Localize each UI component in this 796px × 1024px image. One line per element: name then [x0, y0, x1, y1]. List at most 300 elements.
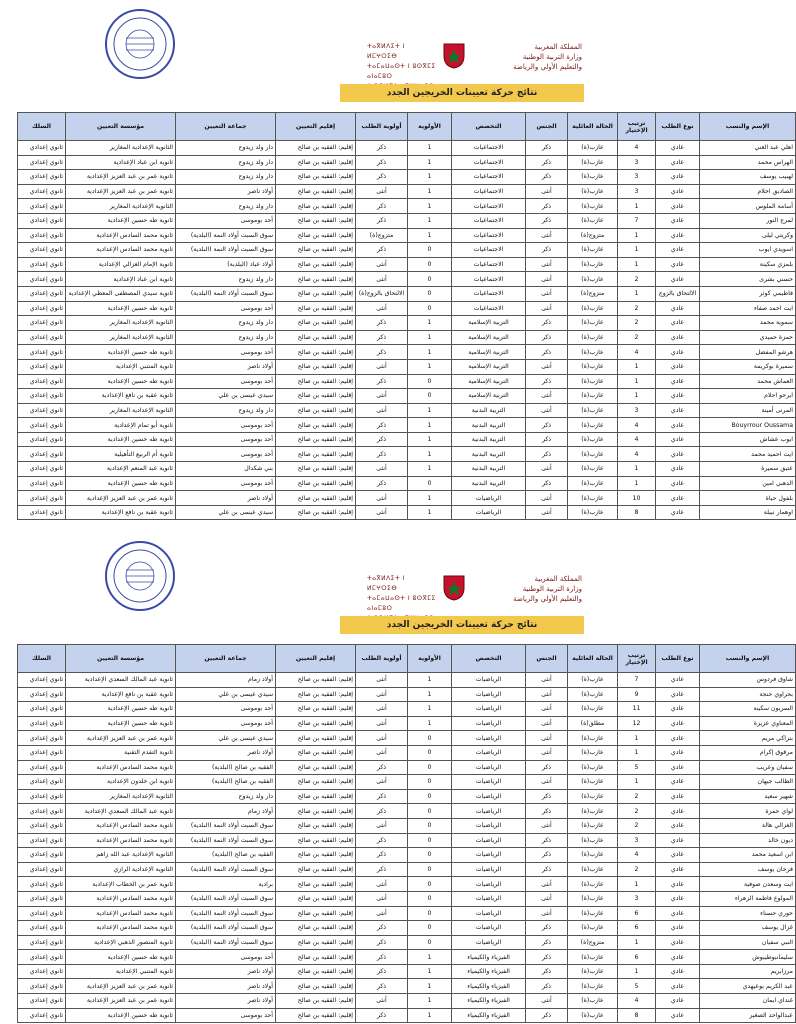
table-cell: شهير سعيد	[700, 789, 796, 804]
table-cell: ثانوية محمد السادس الإعدادية	[66, 921, 176, 936]
table-row	[18, 862, 796, 877]
table-cell: ذكر	[356, 848, 408, 863]
table-cell: أنثى	[356, 891, 408, 906]
table-cell: ثانوي إعدادي	[18, 1008, 66, 1023]
table-cell: 1	[618, 877, 656, 892]
column-header: التخصص	[452, 113, 526, 141]
table-cell: الاجتماعيات	[452, 301, 526, 316]
table-row	[18, 213, 796, 228]
table-cell: بنزاكي مريم	[700, 731, 796, 746]
table-cell: عازب(ة)	[568, 775, 618, 790]
table-cell: 4	[618, 994, 656, 1009]
table-cell: ثانوية التقدم التقنية	[66, 745, 176, 760]
table-cell: إقليم: الفقيه بن صالح	[276, 848, 356, 863]
table-cell: عازب(ة)	[568, 994, 618, 1009]
table-cell: الرياضيات	[452, 702, 526, 717]
table-cell: ذكر	[356, 789, 408, 804]
table-cell: سيدي عيسى بن علي	[176, 731, 276, 746]
table-row	[18, 184, 796, 199]
table-row	[18, 476, 796, 491]
table-cell: ثانوية عبد المالك السعدي الإعدادية	[66, 673, 176, 688]
table-cell: سوق السبت أولاد النمة (البلدية)	[176, 935, 276, 950]
table-cell: الرياضيات	[452, 760, 526, 775]
table-cell: 2	[618, 272, 656, 287]
table-cell: عازب(ة)	[568, 745, 618, 760]
table-cell: إقليم: الفقيه بن صالح	[276, 964, 356, 979]
table-cell: عتيق سميرة	[700, 462, 796, 477]
table-cell: ذكر	[356, 476, 408, 491]
table-cell: 1	[408, 950, 452, 965]
column-header: التخصص	[452, 645, 526, 673]
table-cell: ذكر	[526, 316, 568, 331]
table-cell: أحد بوموسى	[176, 345, 276, 360]
table-cell: عادي	[656, 170, 700, 185]
table-cell: 8	[618, 1008, 656, 1023]
table-cell: الاجتماعيات	[452, 257, 526, 272]
table-cell: عازب(ة)	[568, 330, 618, 345]
table-cell: 1	[408, 184, 452, 199]
table-cell: ثانوية طه حسين الإعدادية	[66, 374, 176, 389]
tifinagh-ministry-name: ⵜⴰⴳⵍⴷⵉⵜ ⵏ ⵍⵎⵖⵔⵉⴱ ⵜⴰⵎⴰⵡⴰⵙⵜ ⵏ ⵓⵙⴳⵎⵉ ⴰⵏⴰⵎⵓⵔ	[367, 43, 436, 80]
table-header-row	[18, 645, 796, 673]
table-cell: ثانوي إعدادي	[18, 374, 66, 389]
table-cell: التربية البدنية	[452, 418, 526, 433]
table-cell: ثانوي إعدادي	[18, 228, 66, 243]
table-cell: ذكر	[526, 213, 568, 228]
table-cell: 8	[618, 505, 656, 520]
table-cell: 1	[618, 257, 656, 272]
table-cell: 1	[408, 994, 452, 1009]
table-cell: إقليم: الفقيه بن صالح	[276, 716, 356, 731]
column-header: ترتيب الإختيار	[618, 645, 656, 673]
table-cell: عبد الكريم بوعيهدي	[700, 979, 796, 994]
table-cell: عادي	[656, 994, 700, 1009]
table-cell: عادي	[656, 432, 700, 447]
table-cell: إقليم: الفقيه بن صالح	[276, 687, 356, 702]
table-cell: ذكر	[526, 476, 568, 491]
table-cell: الرياضيات	[452, 804, 526, 819]
table-cell: التربية الإسلامية	[452, 374, 526, 389]
table-cell: عازب(ة)	[568, 950, 618, 965]
table-cell: الفيزياء والكيمياء	[452, 950, 526, 965]
table-cell: عادي	[656, 804, 700, 819]
table-cell: 0	[408, 301, 452, 316]
table-cell: ثانوي إعدادي	[18, 199, 66, 214]
table-cell: ثانوية المنصور الذهبي الإعدادية	[66, 935, 176, 950]
table-cell: الثانوية الإعدادية المغارير	[66, 403, 176, 418]
table-cell: الاجتماعيات	[452, 228, 526, 243]
table-cell: أنثى	[526, 891, 568, 906]
table-cell: سيدي عيسى بن علي	[176, 389, 276, 404]
table-cell: التربية البدنية	[452, 432, 526, 447]
table-cell: ثانوية محمد السادس الإعدادية	[66, 243, 176, 258]
ministry-name: المملكة المغربية وزارة التربية الوطنية والتعليم الأولي والرياضة	[513, 43, 582, 71]
table-cell: عازب(ة)	[568, 374, 618, 389]
table-cell: سوق السبت أولاد النمة (البلدية)	[176, 833, 276, 848]
table-cell: أسامة الملوس	[700, 199, 796, 214]
table-cell: لواي حمزة	[700, 804, 796, 819]
table-cell: إقليم: الفقيه بن صالح	[276, 432, 356, 447]
table-cell: عادي	[656, 877, 700, 892]
table-cell: أحد بوموسى	[176, 301, 276, 316]
table-row	[18, 345, 796, 360]
table-cell: الاجتماعيات	[452, 199, 526, 214]
results-table	[17, 112, 796, 520]
table-cell: 1	[618, 228, 656, 243]
table-cell: الطالب جيهان	[700, 775, 796, 790]
table-cell: عازب(ة)	[568, 199, 618, 214]
table-cell: التربية البدنية	[452, 462, 526, 477]
table-cell: ثانوي إعدادي	[18, 155, 66, 170]
table-cell: عادي	[656, 330, 700, 345]
table-cell: 3	[618, 891, 656, 906]
table-cell: المولوع فاطمة الزهراء	[700, 891, 796, 906]
table-cell: 0	[408, 833, 452, 848]
table-cell: مطلق(ة)	[568, 716, 618, 731]
table-cell: ذكر	[526, 243, 568, 258]
table-cell: إقليم: الفقيه بن صالح	[276, 272, 356, 287]
table-cell: عادي	[656, 716, 700, 731]
table-cell: عادي	[656, 833, 700, 848]
table-cell: 0	[408, 731, 452, 746]
table-row	[18, 673, 796, 688]
table-cell: عادي	[656, 979, 700, 994]
table-row	[18, 170, 796, 185]
table-cell: حمزة حميدي	[700, 330, 796, 345]
table-cell: شاوق فردوس	[700, 673, 796, 688]
table-cell: الرياضيات	[452, 491, 526, 506]
table-cell: أولاد ناصر	[176, 745, 276, 760]
ministry-name: المملكة المغربية وزارة التربية الوطنية والتعليم الأولي والرياضة	[513, 575, 582, 603]
table-cell: سوق السبت أولاد النمة (البلدية)	[176, 921, 276, 936]
column-header: الجنس	[526, 113, 568, 141]
table-cell: عازب(ة)	[568, 921, 618, 936]
table-cell: متزوج(ة)	[568, 935, 618, 950]
table-cell: إقليم: الفقيه بن صالح	[276, 418, 356, 433]
table-row	[18, 330, 796, 345]
table-cell: ثانوي إعدادي	[18, 921, 66, 936]
table-cell: إقليم: الفقيه بن صالح	[276, 213, 356, 228]
table-cell: لمرج النور	[700, 213, 796, 228]
table-cell: الهراس محمد	[700, 155, 796, 170]
table-row	[18, 228, 796, 243]
table-cell: ابن اسعيد محمد	[700, 848, 796, 863]
table-cell: غزال يوسف	[700, 921, 796, 936]
table-cell: أنثى	[356, 994, 408, 1009]
table-cell: ثانوية طه حسين الإعدادية	[66, 1008, 176, 1023]
table-row	[18, 359, 796, 374]
table-cell: سفيان وعريب	[700, 760, 796, 775]
table-cell: عادي	[656, 935, 700, 950]
table-cell: الرياضيات	[452, 505, 526, 520]
table-cell: إقليم: الفقيه بن صالح	[276, 359, 356, 374]
table-cell: ثانوي إعدادي	[18, 935, 66, 950]
table-cell: 1	[618, 359, 656, 374]
table-cell: ثانوية الإمام الغزالي الإعدادية	[66, 257, 176, 272]
table-cell: ذكر	[356, 964, 408, 979]
table-cell: عادي	[656, 141, 700, 156]
table-cell: الرياضيات	[452, 848, 526, 863]
table-cell: إقليم: الفقيه بن صالح	[276, 789, 356, 804]
table-cell: 0	[408, 921, 452, 936]
table-cell: إقليم: الفقيه بن صالح	[276, 330, 356, 345]
table-cell: ثانوي إعدادي	[18, 745, 66, 760]
table-cell: ذكر	[526, 1008, 568, 1023]
table-cell: ثانوي إعدادي	[18, 432, 66, 447]
table-cell: عازب(ة)	[568, 141, 618, 156]
column-header: السلك	[18, 645, 66, 673]
table-cell: عادي	[656, 389, 700, 404]
column-header: إقليم التعيين	[276, 113, 356, 141]
table-cell: ثانوي إعدادي	[18, 877, 66, 892]
table-cell: عادي	[656, 213, 700, 228]
table-cell: الرياضيات	[452, 935, 526, 950]
table-cell: ذكر	[526, 950, 568, 965]
table-cell: أنثى	[356, 491, 408, 506]
table-cell: 4	[618, 345, 656, 360]
table-row	[18, 760, 796, 775]
table-cell: 0	[408, 818, 452, 833]
table-cell: الثانوية الإعدادية المغارير	[66, 141, 176, 156]
column-header: جماعة التعيين	[176, 113, 276, 141]
table-cell: ثانوي إعدادي	[18, 775, 66, 790]
table-cell: حوري حسناء	[700, 906, 796, 921]
table-cell: سوق السبت أولاد النمة (البلدية)	[176, 818, 276, 833]
table-cell: سيدي عيسى بن علي	[176, 687, 276, 702]
column-header: نوع الطلب	[656, 645, 700, 673]
table-cell: الاجتماعيات	[452, 170, 526, 185]
table-cell: 1	[408, 199, 452, 214]
table-cell: ثانوي إعدادي	[18, 257, 66, 272]
table-cell: ثانوي إعدادي	[18, 906, 66, 921]
table-cell: إقليم: الفقيه بن صالح	[276, 979, 356, 994]
table-cell: الرياضيات	[452, 745, 526, 760]
table-cell: عازب(ة)	[568, 316, 618, 331]
table-row	[18, 964, 796, 979]
table-cell: عازب(ة)	[568, 432, 618, 447]
table-cell: دار ولد زيدوح	[176, 155, 276, 170]
table-cell: ذكر	[356, 950, 408, 965]
table-row	[18, 979, 796, 994]
table-cell: ذكر	[356, 170, 408, 185]
table-cell: أنثى	[356, 257, 408, 272]
table-cell: ذكر	[356, 213, 408, 228]
table-cell: سميرة بوكريمة	[700, 359, 796, 374]
table-cell: عازب(ة)	[568, 789, 618, 804]
table-cell: ثانوية سيدي المصطفى المعطي الإعدادية	[66, 286, 176, 301]
table-cell: أنثى	[526, 687, 568, 702]
table-cell: 0	[408, 935, 452, 950]
table-cell: ثانوي إعدادي	[18, 418, 66, 433]
table-cell: عازب(ة)	[568, 418, 618, 433]
coat-of-arms-icon	[438, 572, 470, 602]
table-cell: 10	[618, 491, 656, 506]
table-cell: أنثى	[356, 505, 408, 520]
table-cell: الرياضيات	[452, 673, 526, 688]
table-cell: ذكر	[526, 374, 568, 389]
table-cell: ذكر	[356, 979, 408, 994]
table-cell: الرياضيات	[452, 921, 526, 936]
table-cell: ذكر	[356, 760, 408, 775]
table-cell: أنثى	[526, 731, 568, 746]
table-cell: دار ولد زيدوح	[176, 272, 276, 287]
table-cell: ذكر	[526, 199, 568, 214]
table-cell: المعناوي عزيزة	[700, 716, 796, 731]
table-cell: إقليم: الفقيه بن صالح	[276, 462, 356, 477]
table-cell: 11	[618, 702, 656, 717]
table-cell: عازب(ة)	[568, 257, 618, 272]
table-cell: ثانوية عمر بن عبد العزيز الإعدادية	[66, 184, 176, 199]
table-cell: ثانوي إعدادي	[18, 702, 66, 717]
table-cell: 2	[618, 301, 656, 316]
table-cell: ذكر	[526, 935, 568, 950]
table-cell: ثانوية محمد السادس الإعدادية	[66, 891, 176, 906]
table-cell: 0	[408, 745, 452, 760]
table-cell: أحد بوموسى	[176, 950, 276, 965]
table-cell: أنثى	[526, 257, 568, 272]
table-cell: 4	[618, 141, 656, 156]
table-cell: إقليم: الفقيه بن صالح	[276, 389, 356, 404]
table-cell: ثانوي إعدادي	[18, 286, 66, 301]
table-cell: ذكر	[526, 447, 568, 462]
table-cell: ايوب عشاش	[700, 432, 796, 447]
table-cell: اوهمار نبيلة	[700, 505, 796, 520]
table-cell: عازب(ة)	[568, 833, 618, 848]
table-cell: التربية البدنية	[452, 447, 526, 462]
tifinagh-ministry-name: ⵜⴰⴳⵍⴷⵉⵜ ⵏ ⵍⵎⵖⵔⵉⴱ ⵜⴰⵎⴰⵡⴰⵙⵜ ⵏ ⵓⵙⴳⵎⵉ ⴰⵏⴰⵎⵓⵔ	[367, 575, 436, 612]
table-row	[18, 257, 796, 272]
table-cell: ثانوي إعدادي	[18, 141, 66, 156]
table-cell: عازب(ة)	[568, 862, 618, 877]
page-title: نتائج حركة تعيينات الخريجين الجدد	[340, 616, 584, 634]
table-cell: ثانوية عقبة بن نافع الإعدادية	[66, 505, 176, 520]
table-cell: عادي	[656, 316, 700, 331]
table-cell: أنثى	[356, 702, 408, 717]
table-cell: غنداي ايمان	[700, 994, 796, 1009]
table-cell: أنثى	[526, 906, 568, 921]
table-cell: الاجتماعيات	[452, 184, 526, 199]
table-cell: أحد بوموسى	[176, 374, 276, 389]
table-cell: إقليم: الفقيه بن صالح	[276, 950, 356, 965]
table-row	[18, 389, 796, 404]
table-cell: ثانوية طه حسين الإعدادية	[66, 301, 176, 316]
table-cell: ذكر	[356, 862, 408, 877]
table-cell: إقليم: الفقيه بن صالح	[276, 877, 356, 892]
table-cell: النبي سفيان	[700, 935, 796, 950]
column-header: الأولوية	[408, 113, 452, 141]
table-cell: بني شكدال	[176, 462, 276, 477]
table-cell: ثانوية المتنبي الإعدادية	[66, 964, 176, 979]
table-cell: 4	[618, 432, 656, 447]
table-cell: 6	[618, 950, 656, 965]
table-cell: إقليم: الفقيه بن صالح	[276, 170, 356, 185]
table-cell: 3	[618, 170, 656, 185]
table-cell: 0	[408, 760, 452, 775]
coat-of-arms-icon	[438, 40, 470, 70]
table-cell: 9	[618, 687, 656, 702]
table-cell: أنثى	[356, 906, 408, 921]
table-cell: Bouyrrour Oussama	[700, 418, 796, 433]
table-cell: ثانوي إعدادي	[18, 272, 66, 287]
table-cell: أولاد ناصر	[176, 491, 276, 506]
table-cell: أنثى	[526, 228, 568, 243]
table-cell: 0	[408, 476, 452, 491]
table-cell: 6	[618, 921, 656, 936]
table-header-row	[18, 113, 796, 141]
table-cell: ثانوي إعدادي	[18, 213, 66, 228]
column-header: مؤسسة التعيين	[66, 113, 176, 141]
table-cell: 1	[408, 330, 452, 345]
table-cell: ثانوية محمد السادس الإعدادية	[66, 760, 176, 775]
table-cell: 1	[408, 403, 452, 418]
table-cell: 1	[408, 462, 452, 477]
table-cell: 3	[618, 155, 656, 170]
table-row	[18, 199, 796, 214]
table-cell: عازب(ة)	[568, 505, 618, 520]
table-cell: أحد بوموسى	[176, 476, 276, 491]
table-cell: الاجتماعيات	[452, 243, 526, 258]
table-cell: عازب(ة)	[568, 447, 618, 462]
table-cell: أنثى	[526, 389, 568, 404]
table-cell: عادي	[656, 403, 700, 418]
table-cell: ثانوية طه حسين الإعدادية	[66, 476, 176, 491]
table-cell: أنثى	[356, 716, 408, 731]
table-cell: 1	[618, 389, 656, 404]
table-cell: عازب(ة)	[568, 184, 618, 199]
table-cell: عازب(ة)	[568, 462, 618, 477]
table-row	[18, 301, 796, 316]
table-cell: الرياضيات	[452, 716, 526, 731]
table-cell: ثانوي إعدادي	[18, 687, 66, 702]
table-cell: عادي	[656, 687, 700, 702]
table-cell: 2	[618, 818, 656, 833]
table-cell: ثانوي إعدادي	[18, 848, 66, 863]
table-cell: متزوج(ة)	[568, 286, 618, 301]
table-cell: ذكر	[356, 935, 408, 950]
table-cell: ثانوية عبد المنعم الإعدادية	[66, 462, 176, 477]
table-cell: التربية البدنية	[452, 476, 526, 491]
table-cell: ذكر	[526, 964, 568, 979]
table-cell: أنثى	[356, 745, 408, 760]
table-cell: ثانوي إعدادي	[18, 804, 66, 819]
table-row	[18, 745, 796, 760]
table-cell: ثانوية محمد السادس الإعدادية	[66, 833, 176, 848]
table-cell: ذكر	[526, 862, 568, 877]
table-cell: عازب(ة)	[568, 345, 618, 360]
table-row	[18, 447, 796, 462]
table-cell: السريون سكينة	[700, 702, 796, 717]
table-cell: ثانوي إعدادي	[18, 462, 66, 477]
table-row	[18, 491, 796, 506]
column-header: مؤسسة التعيين	[66, 645, 176, 673]
table-cell: ذكر	[356, 155, 408, 170]
table-cell: إقليم: الفقيه بن صالح	[276, 199, 356, 214]
table-cell: 1	[408, 316, 452, 331]
table-cell: ثانوي إعدادي	[18, 389, 66, 404]
table-cell: أحد بوموسى	[176, 432, 276, 447]
table-cell: ثانوية أم الربيع التأهيلية	[66, 447, 176, 462]
table-row	[18, 1008, 796, 1023]
table-cell: الالتحاق بالزوج(ة)	[356, 286, 408, 301]
table-cell: 0	[408, 789, 452, 804]
table-cell: 1	[408, 702, 452, 717]
table-cell: عادي	[656, 921, 700, 936]
table-cell: ذكر	[356, 804, 408, 819]
table-cell: ثانوية طه حسين الإعدادية	[66, 950, 176, 965]
table-cell: ذكر	[526, 848, 568, 863]
table-cell: سوق السبت أولاد النمة (البلدية)	[176, 862, 276, 877]
table-cell: 1	[618, 775, 656, 790]
